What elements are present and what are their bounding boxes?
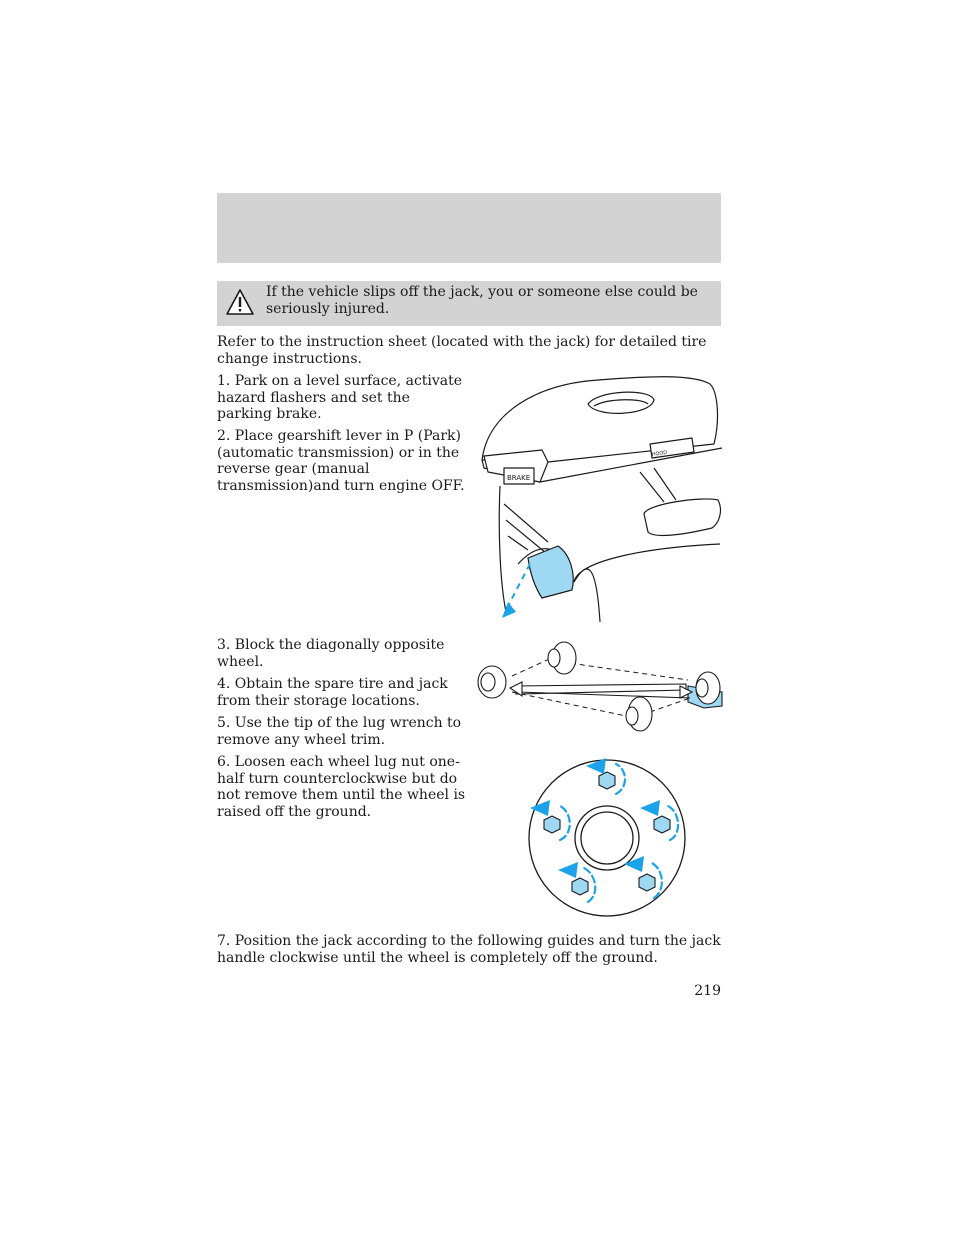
hood-label: HOOD	[651, 449, 668, 458]
dashboard-illustration	[478, 372, 724, 624]
warning-text: If the vehicle slips off the jack, you or someone else could be seriously injured.	[266, 284, 698, 317]
step-3: 3. Block the diagonally opposite wheel.	[217, 637, 445, 670]
step-1: 1. Park on a level surface, activate hazard flashers and set the parking brake.	[217, 373, 463, 422]
wheel-chock-illustration	[476, 636, 726, 740]
lug-nut-wheel-illustration	[526, 756, 690, 920]
intro-paragraph: Refer to the instruction sheet (located with the jack) for detailed tire change instructions.	[217, 334, 707, 367]
page-number: 219	[694, 983, 721, 999]
section-header-band	[217, 193, 721, 263]
step-6: 6. Loosen each wheel lug nut one-half turn counterclockwise but do not remove them until the wheel is raised off the ground.	[217, 754, 466, 820]
warning-triangle-icon	[225, 287, 255, 317]
warning-box	[217, 281, 721, 326]
brake-label: BRAKE	[507, 474, 531, 482]
step-5: 5. Use the tip of the lug wrench to remove any wheel trim.	[217, 715, 462, 748]
step-7: 7. Position the jack according to the following guides and turn the jack handle clockwise until the wheel is completely off the ground.	[217, 933, 721, 966]
step-2: 2. Place gearshift lever in P (Park) (automatic transmission) or in the reverse gear (manual transmission)and turn engine OFF.	[217, 428, 465, 494]
step-4: 4. Obtain the spare tire and jack from their storage locations.	[217, 676, 448, 709]
